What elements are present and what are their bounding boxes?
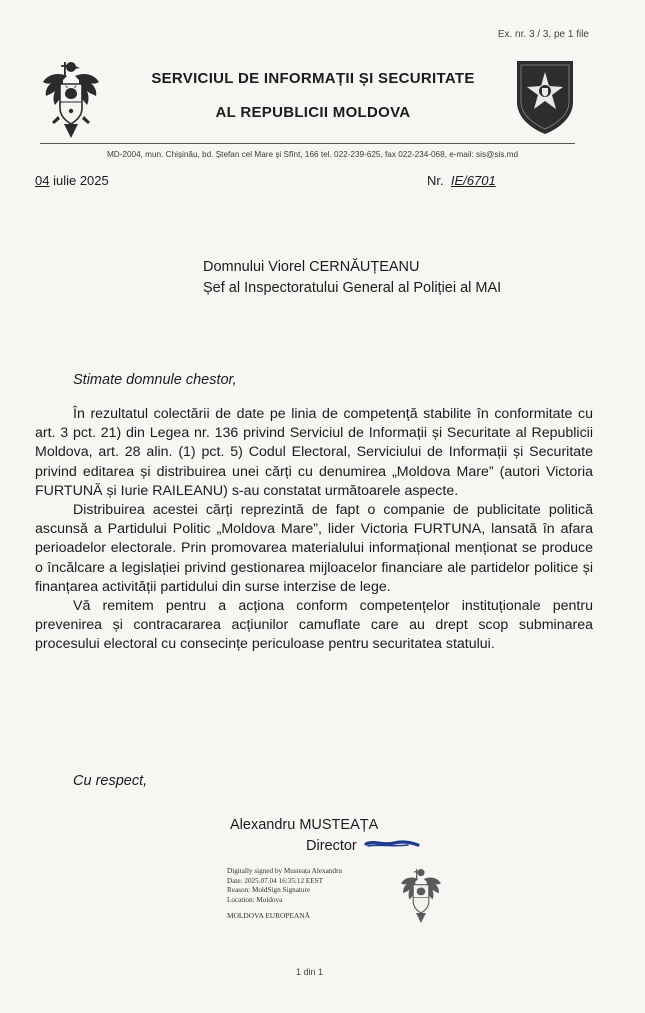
nr-value: IE/6701 xyxy=(450,173,496,188)
digital-signature-line: Date: 2025.07.04 16:35:12 EEST xyxy=(227,876,324,885)
sis-emblem-icon xyxy=(514,58,576,136)
signatory-name: Alexandru MUSTEAȚA xyxy=(230,817,379,833)
digital-signature-line: Location: Moldova xyxy=(227,895,283,904)
contact-address: MD-2004, mun. Chișinău, bd. Ștefan cel Mare și Sfînt, 166 tel. 022-239-625, fax 022-234-068, e-mail: sis@sis.md xyxy=(106,150,519,159)
date-day: 04 xyxy=(35,173,50,188)
moldova-coat-of-arms-small-icon xyxy=(399,866,443,926)
copy-number: Ex. nr. 3 / 3, pe 1 file xyxy=(497,29,589,40)
moldova-europeana-label: MOLDOVA EUROPEANĂ xyxy=(227,911,311,921)
salutation: Stimate domnule chestor, xyxy=(73,372,237,388)
recipient-name: Domnului Viorel CERNĂUȚEANU xyxy=(203,259,420,275)
paragraph-1: În rezultatul colectării de date pe linia de competență stabilite în conformitate cu art. 3 pct. 21) din Legea nr. 136 privind Serviciul de Informații și Securitate al Republicii Moldova, art. 28 alin. (1) pct. 5) Codul Electoral, Serviciului de Informații și Securitate privind editarea și distribuirea unei cărți cu denumirea „Moldova Mare” (autori Victoria FURTUNĂ și Iurie RAILEANU) s-au constatat următoarele aspecte. xyxy=(35,406,593,499)
document-date xyxy=(35,173,109,188)
recipient-position: Șef al Inspectoratului General al Poliției al MAI xyxy=(203,280,502,296)
paragraph-2: Distribuirea acestei cărți reprezintă de fapt o companie de publicitate politică ascunsă a Partidului Politic „Moldova Mare”, lider Victoria FURTUNA, lansată în afara perioadelor electorale. Prin promovarea materialului informațional menționat se produce o încălcare a legislației privind gestionarea mijloacelor financiare ale partidelor politice și finanțarea activității partidului din surse interzise de lege. xyxy=(35,502,593,595)
digital-signature-line: Reason: MoldSign Signature xyxy=(227,886,311,895)
moldova-coat-of-arms-icon xyxy=(40,58,102,142)
organization-name-line1: SERVICIUL DE INFORMAȚII ȘI SECURITATE xyxy=(151,70,475,87)
signatory-title: Director xyxy=(306,838,357,854)
closing-formula: Cu respect, xyxy=(73,773,148,789)
digital-signature-block xyxy=(227,867,342,921)
page-number: 1 din 1 xyxy=(296,967,324,977)
date-month-year: iulie 2025 xyxy=(49,173,109,188)
nr-label: Nr. xyxy=(427,173,444,188)
registration-number xyxy=(427,173,496,188)
organization-name-line2: AL REPUBLICII MOLDOVA xyxy=(215,104,411,121)
digital-signature-line: Digitally signed by Musteața Alexandru xyxy=(227,867,342,875)
letter-body xyxy=(35,405,593,655)
header-divider xyxy=(40,143,575,144)
paragraph-3: Vă remitem pentru a acționa conform competențelor instituționale pentru prevenirea și contracararea acțiunilor camuflate care au drept scop subminarea procesului electoral cu consecințe periculoase pentru securitatea statului. xyxy=(35,598,593,653)
signature-scribble-icon xyxy=(364,836,420,850)
